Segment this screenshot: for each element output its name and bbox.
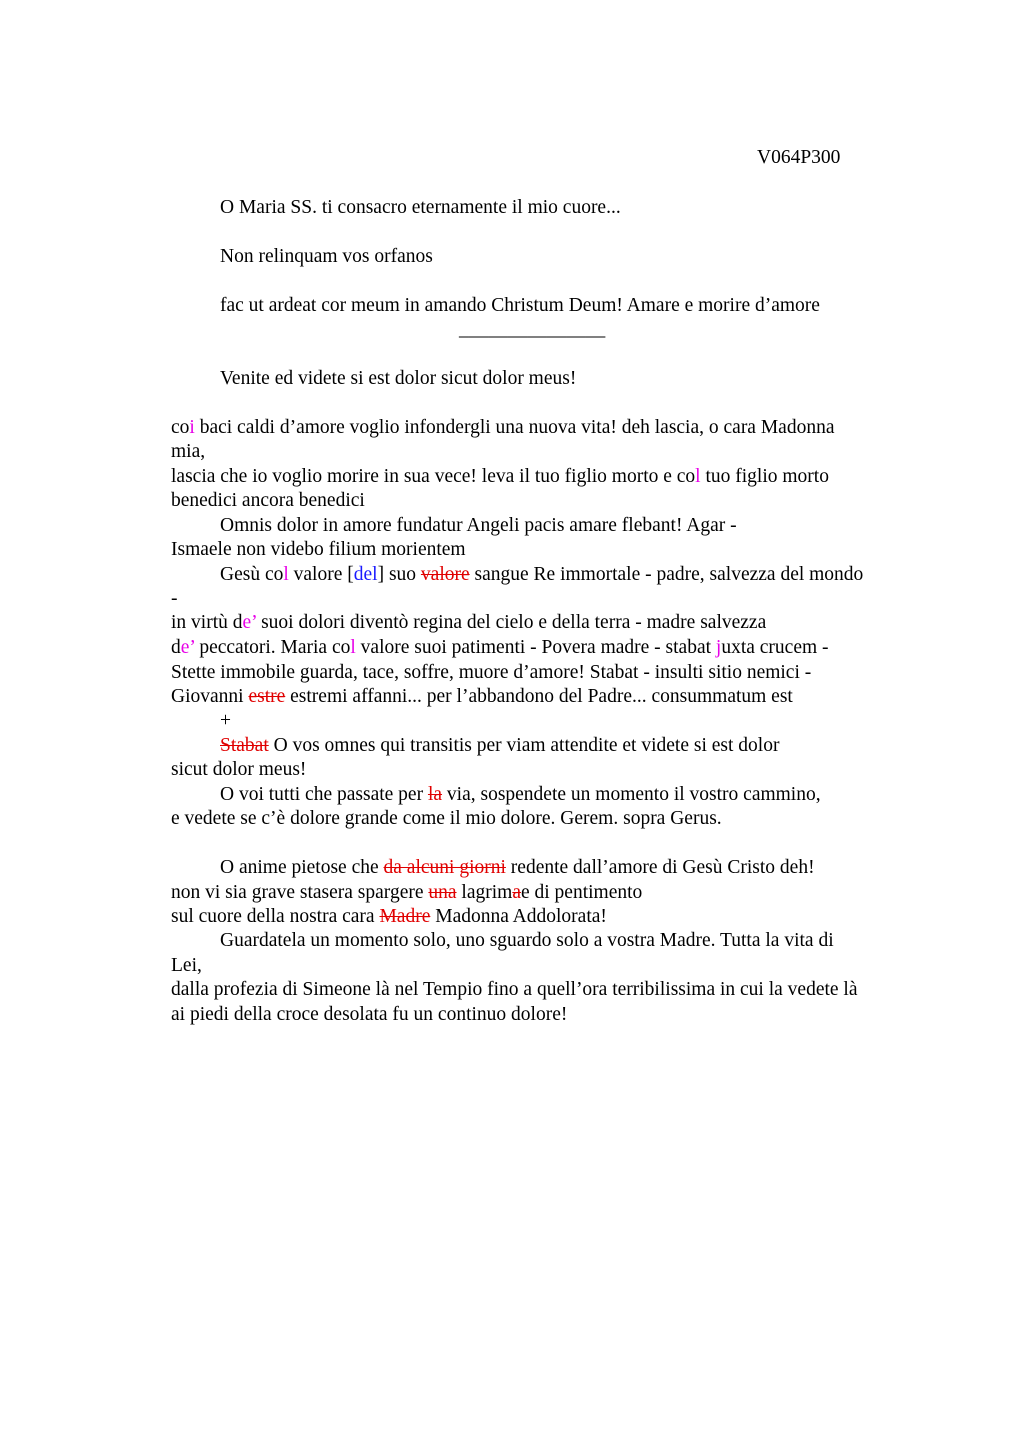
body-line-20: sul cuore della nostra cara Madre Madonna Addolorata! xyxy=(171,906,607,927)
header-line-4: Venite ed videte si est dolor sicut dolor meus! xyxy=(220,368,577,389)
body-line-16: O voi tutti che passate per la via, sospendete un momento il vostro cammino, xyxy=(220,784,821,805)
body-line-6: Ismaele non videbo filium morientem xyxy=(171,539,466,560)
body-line-8: - xyxy=(171,588,178,609)
body-line-10: de’ peccatori. Maria col valore suoi patimenti - Povera madre - stabat juxta crucem - xyxy=(171,637,829,658)
body-line-11: Stette immobile guarda, tace, soffre, muore d’amore! Stabat - insulti sitio nemici - xyxy=(171,662,812,683)
insertion: j xyxy=(715,637,722,658)
header-line-1: O Maria SS. ti consacro eternamente il mio cuore... xyxy=(220,197,621,218)
deletion: Stabat xyxy=(220,735,269,756)
body-line-19: non vi sia grave stasera spargere una lagrimae di pentimento xyxy=(171,882,643,903)
header-line-3: fac ut ardeat cor meum in amando Christum Deum! Amare e morire d’amore xyxy=(220,295,820,316)
body-line-5: Omnis dolor in amore fundatur Angeli pacis amare flebant! Agar - xyxy=(220,515,737,536)
insertion: i xyxy=(189,417,195,438)
deletion: estre xyxy=(248,686,286,707)
body-line-4: benedici ancora benedici xyxy=(171,490,365,511)
body-line-22: Lei, xyxy=(171,955,202,976)
header-line-2: Non relinquam vos orfanos xyxy=(220,246,433,267)
body-line-13: + xyxy=(220,710,231,731)
deletion: Madre xyxy=(379,906,431,927)
body-line-12: Giovanni estre estremi affanni... per l’abbandono del Padre... consummatum est xyxy=(171,686,793,707)
insertion: e’ xyxy=(242,612,257,633)
insertion: l xyxy=(695,466,701,487)
page-id: V064P300 xyxy=(757,147,841,168)
insertion: e’ xyxy=(180,637,195,658)
body-line-9: in virtù de’ suoi dolori diventò regina del cielo e della terra - madre salvezza xyxy=(171,612,767,633)
body-line-1: coi baci caldi d’amore voglio infondergli una nuova vita! deh lascia, o cara Madonna xyxy=(171,417,835,438)
body-line-7: Gesù col valore [del] suo valore sangue Re immortale - padre, salvezza del mondo xyxy=(220,564,864,585)
deletion: da alcuni giorni xyxy=(383,857,506,878)
body-line-23: dalla profezia di Simeone là nel Tempio fino a quell’ora terribilissima in cui la vedete là xyxy=(171,979,858,1000)
deletion: la xyxy=(427,784,443,805)
body-line-14: Stabat O vos omnes qui transitis per viam attendite et videte si est dolor xyxy=(220,735,780,756)
deletion: una xyxy=(428,882,457,903)
deletion: a xyxy=(512,882,521,903)
separator: _______________ xyxy=(459,319,606,340)
body-line-21: Guardatela un momento solo, uno sguardo solo a vostra Madre. Tutta la vita di xyxy=(220,930,834,951)
deletion: valore xyxy=(420,564,470,585)
body-line-2: mia, xyxy=(171,441,206,462)
body-line-3: lascia che io voglio morire in sua vece! leva il tuo figlio morto e col tuo figlio morto xyxy=(171,466,829,487)
body-line-24: ai piedi della croce desolata fu un continuo dolore! xyxy=(171,1004,568,1025)
editorial-insertion: del xyxy=(353,564,378,585)
insertion: l xyxy=(350,637,356,658)
body-line-18: O anime pietose che da alcuni giorni redente dall’amore di Gesù Cristo deh! xyxy=(220,857,815,878)
insertion: l xyxy=(283,564,289,585)
body-line-15: sicut dolor meus! xyxy=(171,759,307,780)
body-line-17: e vedete se c’è dolore grande come il mio dolore. Gerem. sopra Gerus. xyxy=(171,808,722,829)
